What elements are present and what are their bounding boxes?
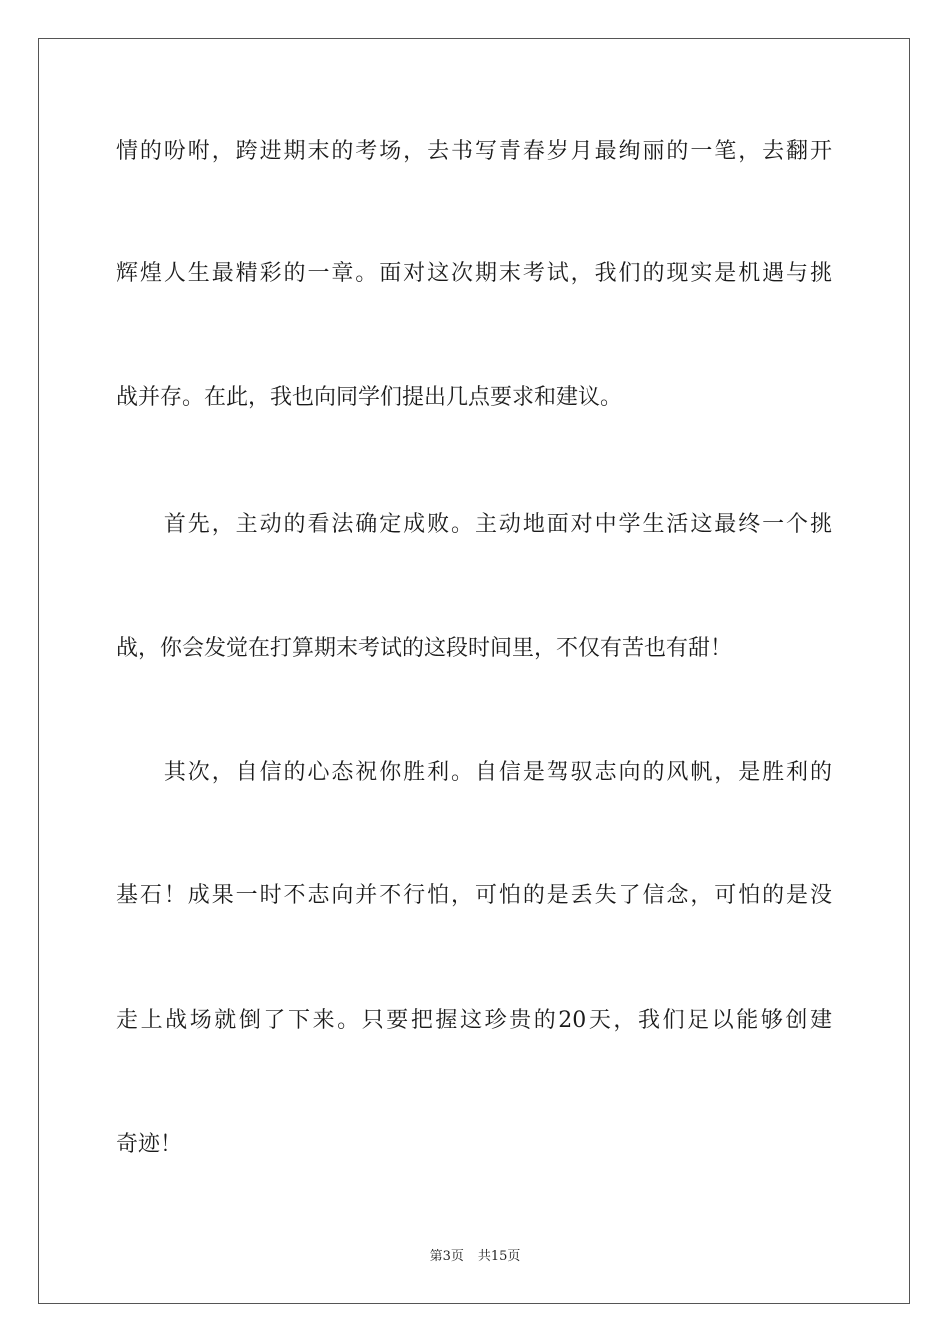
text-line: 首先，主动的看法确定成败。主动地面对中学生活这最终一个挑 [116,512,832,537]
text-line: 奇迹！ [116,1132,183,1157]
text-line: 基石！成果一时不志向并不行怕，可怕的是丢失了信念，可怕的是没 [116,883,832,908]
page-total: 共15页 [477,1249,521,1264]
text-line: 战并存。在此，我也向同学们提出几点要求和建议。 [116,385,623,410]
text-line: 其次，自信的心态祝你胜利。自信是驾驭志向的风帆，是胜利的 [116,760,832,785]
page-border [38,38,910,1304]
text-line: 情的吩咐，跨进期末的考场，去书写青春岁月最绚丽的一笔，去翻开 [116,139,832,164]
text-line: 走上战场就倒了下来。只要把握这珍贵的20天，我们足以能够创建 [116,1008,832,1033]
page-number: 第3页 [429,1249,464,1264]
text-line: 战，你会发觉在打算期末考试的这段时间里，不仅有苦也有甜！ [116,636,733,661]
page-footer [0,1248,950,1266]
text-line: 辉煌人生最精彩的一章。面对这次期末考试，我们的现实是机遇与挑 [116,261,832,286]
